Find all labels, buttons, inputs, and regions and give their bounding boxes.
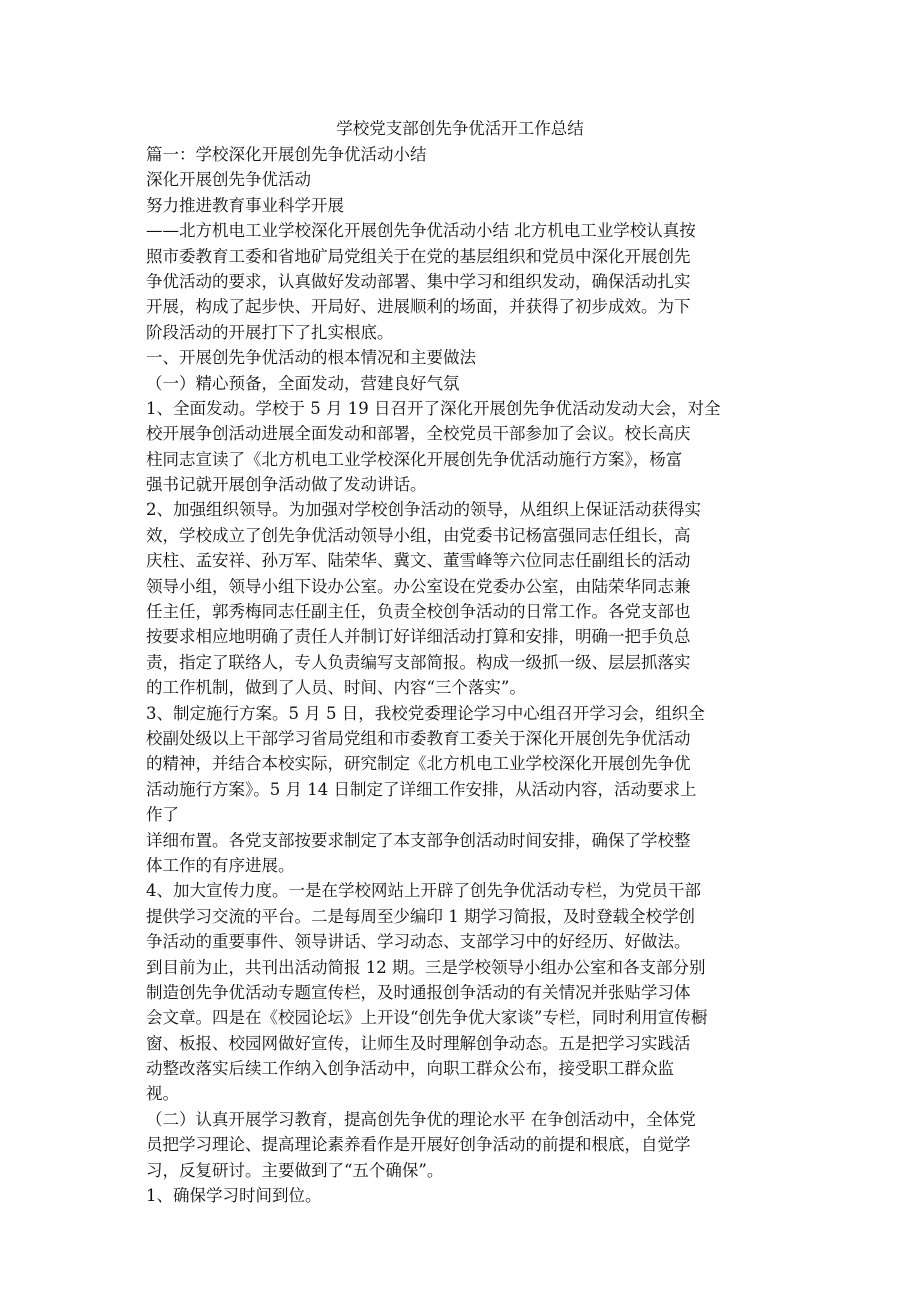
text-line: 领导小组，领导小组下设办公室。办公室设在党委办公室，由陆荣华同志兼 [146,576,691,596]
text-line: 开展，构成了起步快、开局好、进展顺利的场面，并获得了初步成效。为下 [146,297,691,317]
text-line: 的精神，并结合本校实际，研究制定《北方机电工业学校深化开展创先争优 [146,754,691,774]
text-line: 会文章。四是在《校园论坛》上开设“创先争优大家谈”专栏，同时利用宣传橱 [146,1008,708,1028]
text-line: 责，指定了联络人，专人负责编写支部简报。构成一级抓一级、层层抓落实 [146,652,691,672]
text-line: 校开展争创活动进展全面发动和部署，全校党员干部参加了会议。校长高庆 [146,424,691,444]
text-line: 1、确保学习时间到位。 [146,1186,322,1206]
text-line: 强书记就开展创争活动做了发动讲话。 [146,475,427,495]
text-line: 1、全面发动。学校于 5 月 19 日召开了深化开展创先争优活动发动大会，对全 [146,398,721,418]
text-line: 窗、板报、校园网做好宣传，让师生及时理解创争动态。五是把学习实践活 [146,1033,691,1053]
text-line: 活动施行方案》。5 月 14 日制定了详细工作安排，从活动内容，活动要求上 [146,779,697,799]
text-line: 任主任，郭秀梅同志任副主任，负责全校创争活动的日常工作。各党支部也 [146,602,691,622]
text-line: 制造创先争优活动专题宣传栏，及时通报创争活动的有关情况并张贴学习体 [146,982,691,1002]
text-line: 庆柱、孟安祥、孙万军、陆荣华、冀文、董雪峰等六位同志任副组长的活动 [146,551,691,571]
document-title: 学校党支部创先争优活开工作总结 [336,119,584,138]
text-line: 习，反复研讨。主要做到了“五个确保”。 [146,1160,444,1180]
text-line: 柱同志宣读了《北方机电工业学校深化开展创先争优活动施行方案》，杨富 [146,449,683,469]
text-line: （一）精心预备，全面发动，营建良好气氛 [146,373,460,393]
text-line: 提供学习交流的平台。二是每周至少编印 1 期学习简报，及时登载全校学创 [146,906,695,926]
text-line: 3、制定施行方案。5 月 5 日，我校党委理论学习中心组召开学习会，组织全 [146,703,705,723]
text-line: （二）认真开展学习教育，提高创先争优的理论水平 在争创活动中，全体党 [146,1109,696,1129]
text-line: 争优活动的要求，认真做好发动部署、集中学习和组织发动，确保活动扎实 [146,271,691,291]
text-line: 作了 [146,805,179,825]
text-line: 照市委教育工委和省地矿局党组关于在党的基层组织和党员中深化开展创先 [146,246,691,266]
text-line: 到目前为止，共刊出活动简报 12 期。三是学校领导小组办公室和各支部分别 [146,957,706,977]
text-line: 体工作的有序进展。 [146,855,295,875]
text-line: 效，学校成立了创先争优活动领导小组，由党委书记杨富强同志任组长，高 [146,525,691,545]
text-line: ——北方机电工业学校深化开展创先争优活动小结 北方机电工业学校认真按 [146,221,696,241]
text-line: 努力推进教育事业科学开展 [146,195,344,215]
text-line: 按要求相应地明确了责任人并制订好详细活动打算和安排，明确一把手负总 [146,627,691,647]
text-line: 员把学习理论、提高理论素养看作是开展好创争活动的前提和根底，自觉学 [146,1135,691,1155]
text-line: 的工作机制，做到了人员、时间、内容“三个落实”。 [146,678,526,698]
text-line: 4、加大宣传力度。一是在学校网站上开辟了创先争优活动专栏，为党员干部 [146,881,701,901]
text-line: 2、加强组织领导。为加强对学校创争活动的领导，从组织上保证活动获得实 [146,500,701,520]
document-body [146,142,786,1208]
text-line: 视。 [146,1084,179,1104]
text-line: 篇一：学校深化开展创先争优活动小结 [146,145,427,164]
text-line: 详细布置。各党支部按要求制定了本支部争创活动时间安排，确保了学校整 [146,830,691,850]
text-line: 校副处级以上干部学习省局党组和市委教育工委关于深化开展创先争优活动 [146,728,691,748]
text-line: 一、开展创先争优活动的根本情况和主要做法 [146,348,476,368]
text-line: 动整改落实后续工作纳入创争活动中，向职工群众公布，接受职工群众监 [146,1059,674,1079]
text-line: 阶段活动的开展打下了扎实根底。 [146,322,394,342]
text-line: 深化开展创先争优活动 [146,170,311,190]
text-line: 争活动的重要事件、领导讲话、学习动态、支部学习中的好经历、好做法。 [146,932,691,952]
